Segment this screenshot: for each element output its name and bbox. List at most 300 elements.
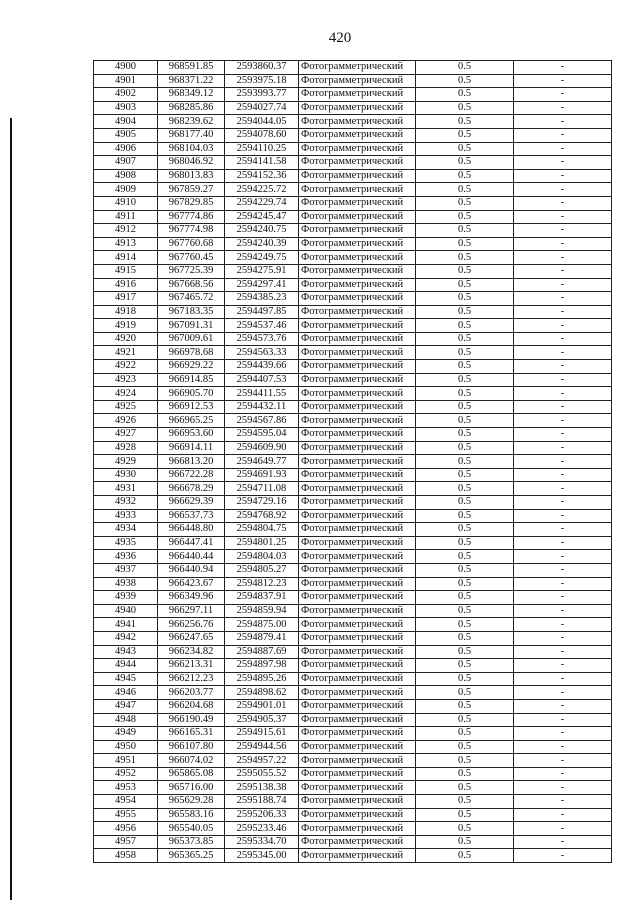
method-cell: Фотограмметрический <box>299 414 416 428</box>
point-number-cell: 4950 <box>94 740 158 754</box>
x-coordinate-cell: 967859.27 <box>158 183 225 197</box>
method-cell: Фотограмметрический <box>299 115 416 129</box>
x-coordinate-cell: 965629.28 <box>158 795 225 809</box>
y-coordinate-cell: 2594497.85 <box>225 305 299 319</box>
accuracy-cell: 0.5 <box>416 686 514 700</box>
accuracy-cell: 0.5 <box>416 455 514 469</box>
note-cell: - <box>514 319 612 333</box>
accuracy-cell: 0.5 <box>416 414 514 428</box>
method-cell: Фотограмметрический <box>299 224 416 238</box>
note-cell: - <box>514 808 612 822</box>
accuracy-cell: 0.5 <box>416 142 514 156</box>
method-cell: Фотограмметрический <box>299 482 416 496</box>
y-coordinate-cell: 2594895.26 <box>225 672 299 686</box>
note-cell: - <box>514 563 612 577</box>
point-number-cell: 4931 <box>94 482 158 496</box>
y-coordinate-cell: 2594897.98 <box>225 659 299 673</box>
method-cell: Фотограмметрический <box>299 264 416 278</box>
point-number-cell: 4947 <box>94 699 158 713</box>
accuracy-cell: 0.5 <box>416 88 514 102</box>
note-cell: - <box>514 740 612 754</box>
x-coordinate-cell: 968046.92 <box>158 156 225 170</box>
note-cell: - <box>514 183 612 197</box>
accuracy-cell: 0.5 <box>416 251 514 265</box>
accuracy-cell: 0.5 <box>416 808 514 822</box>
table-row <box>94 224 612 238</box>
accuracy-cell: 0.5 <box>416 713 514 727</box>
point-number-cell: 4926 <box>94 414 158 428</box>
point-number-cell: 4930 <box>94 468 158 482</box>
accuracy-cell: 0.5 <box>416 631 514 645</box>
x-coordinate-cell: 966965.25 <box>158 414 225 428</box>
point-number-cell: 4941 <box>94 618 158 632</box>
accuracy-cell: 0.5 <box>416 591 514 605</box>
x-coordinate-cell: 965365.25 <box>158 849 225 863</box>
y-coordinate-cell: 2595345.00 <box>225 849 299 863</box>
note-cell: - <box>514 686 612 700</box>
x-coordinate-cell: 966448.80 <box>158 523 225 537</box>
note-cell: - <box>514 468 612 482</box>
point-number-cell: 4943 <box>94 645 158 659</box>
y-coordinate-cell: 2594801.25 <box>225 536 299 550</box>
note-cell: - <box>514 196 612 210</box>
point-number-cell: 4952 <box>94 767 158 781</box>
x-coordinate-cell: 967668.56 <box>158 278 225 292</box>
note-cell: - <box>514 523 612 537</box>
y-coordinate-cell: 2594245.47 <box>225 210 299 224</box>
accuracy-cell: 0.5 <box>416 319 514 333</box>
table-row <box>94 468 612 482</box>
table-row <box>94 373 612 387</box>
y-coordinate-cell: 2594141.58 <box>225 156 299 170</box>
accuracy-cell: 0.5 <box>416 767 514 781</box>
x-coordinate-cell: 966234.82 <box>158 645 225 659</box>
x-coordinate-cell: 965540.05 <box>158 822 225 836</box>
point-number-cell: 4932 <box>94 496 158 510</box>
table-row <box>94 455 612 469</box>
point-number-cell: 4954 <box>94 795 158 809</box>
note-cell: - <box>514 414 612 428</box>
accuracy-cell: 0.5 <box>416 659 514 673</box>
point-number-cell: 4903 <box>94 101 158 115</box>
point-number-cell: 4942 <box>94 631 158 645</box>
table-row <box>94 346 612 360</box>
table-row <box>94 631 612 645</box>
x-coordinate-cell: 966349.96 <box>158 591 225 605</box>
x-coordinate-cell: 966107.80 <box>158 740 225 754</box>
x-coordinate-cell: 966678.29 <box>158 482 225 496</box>
method-cell: Фотограмметрический <box>299 536 416 550</box>
y-coordinate-cell: 2594567.86 <box>225 414 299 428</box>
accuracy-cell: 0.5 <box>416 523 514 537</box>
point-number-cell: 4914 <box>94 251 158 265</box>
method-cell: Фотограмметрический <box>299 849 416 863</box>
y-coordinate-cell: 2594804.75 <box>225 523 299 537</box>
point-number-cell: 4945 <box>94 672 158 686</box>
note-cell: - <box>514 659 612 673</box>
y-coordinate-cell: 2594432.11 <box>225 400 299 414</box>
point-number-cell: 4957 <box>94 835 158 849</box>
note-cell: - <box>514 713 612 727</box>
y-coordinate-cell: 2594859.94 <box>225 604 299 618</box>
x-coordinate-cell: 968591.85 <box>158 61 225 75</box>
x-coordinate-cell: 967183.35 <box>158 305 225 319</box>
method-cell: Фотограмметрический <box>299 196 416 210</box>
method-cell: Фотограмметрический <box>299 699 416 713</box>
note-cell: - <box>514 360 612 374</box>
table-row <box>94 822 612 836</box>
y-coordinate-cell: 2594152.36 <box>225 169 299 183</box>
accuracy-cell: 0.5 <box>416 849 514 863</box>
accuracy-cell: 0.5 <box>416 835 514 849</box>
point-number-cell: 4906 <box>94 142 158 156</box>
point-number-cell: 4935 <box>94 536 158 550</box>
accuracy-cell: 0.5 <box>416 441 514 455</box>
table-row <box>94 115 612 129</box>
accuracy-cell: 0.5 <box>416 563 514 577</box>
method-cell: Фотограмметрический <box>299 128 416 142</box>
point-number-cell: 4929 <box>94 455 158 469</box>
y-coordinate-cell: 2594411.55 <box>225 387 299 401</box>
x-coordinate-cell: 966953.60 <box>158 428 225 442</box>
x-coordinate-cell: 966423.67 <box>158 577 225 591</box>
note-cell: - <box>514 156 612 170</box>
method-cell: Фотограмметрический <box>299 468 416 482</box>
table-row <box>94 849 612 863</box>
table-row <box>94 781 612 795</box>
accuracy-cell: 0.5 <box>416 496 514 510</box>
x-coordinate-cell: 966929.22 <box>158 360 225 374</box>
note-cell: - <box>514 727 612 741</box>
note-cell: - <box>514 482 612 496</box>
x-coordinate-cell: 968371.22 <box>158 74 225 88</box>
x-coordinate-cell: 965373.85 <box>158 835 225 849</box>
point-number-cell: 4920 <box>94 332 158 346</box>
method-cell: Фотограмметрический <box>299 346 416 360</box>
x-coordinate-cell: 967760.45 <box>158 251 225 265</box>
scan-margin-line <box>10 118 12 900</box>
accuracy-cell: 0.5 <box>416 74 514 88</box>
accuracy-cell: 0.5 <box>416 699 514 713</box>
table-row <box>94 754 612 768</box>
point-number-cell: 4923 <box>94 373 158 387</box>
table-row <box>94 61 612 75</box>
table-row <box>94 400 612 414</box>
note-cell: - <box>514 767 612 781</box>
x-coordinate-cell: 966912.53 <box>158 400 225 414</box>
note-cell: - <box>514 754 612 768</box>
accuracy-cell: 0.5 <box>416 156 514 170</box>
table-row <box>94 237 612 251</box>
table-row <box>94 101 612 115</box>
coordinates-table <box>93 60 612 863</box>
note-cell: - <box>514 237 612 251</box>
note-cell: - <box>514 441 612 455</box>
method-cell: Фотограмметрический <box>299 496 416 510</box>
method-cell: Фотограмметрический <box>299 455 416 469</box>
point-number-cell: 4948 <box>94 713 158 727</box>
x-coordinate-cell: 966190.49 <box>158 713 225 727</box>
accuracy-cell: 0.5 <box>416 224 514 238</box>
method-cell: Фотограмметрический <box>299 237 416 251</box>
y-coordinate-cell: 2594711.08 <box>225 482 299 496</box>
note-cell: - <box>514 645 612 659</box>
accuracy-cell: 0.5 <box>416 509 514 523</box>
point-number-cell: 4915 <box>94 264 158 278</box>
table-row <box>94 767 612 781</box>
note-cell: - <box>514 264 612 278</box>
method-cell: Фотограмметрический <box>299 142 416 156</box>
y-coordinate-cell: 2594915.61 <box>225 727 299 741</box>
y-coordinate-cell: 2594905.37 <box>225 713 299 727</box>
table-row <box>94 672 612 686</box>
y-coordinate-cell: 2594609.90 <box>225 441 299 455</box>
table-row <box>94 251 612 265</box>
method-cell: Фотограмметрический <box>299 754 416 768</box>
note-cell: - <box>514 591 612 605</box>
method-cell: Фотограмметрический <box>299 74 416 88</box>
note-cell: - <box>514 795 612 809</box>
table-row <box>94 196 612 210</box>
y-coordinate-cell: 2594240.39 <box>225 237 299 251</box>
table-row <box>94 713 612 727</box>
note-cell: - <box>514 61 612 75</box>
x-coordinate-cell: 966813.20 <box>158 455 225 469</box>
table-row <box>94 319 612 333</box>
method-cell: Фотограмметрический <box>299 645 416 659</box>
x-coordinate-cell: 967829.85 <box>158 196 225 210</box>
method-cell: Фотограмметрический <box>299 251 416 265</box>
note-cell: - <box>514 822 612 836</box>
y-coordinate-cell: 2595334.70 <box>225 835 299 849</box>
y-coordinate-cell: 2593993.77 <box>225 88 299 102</box>
accuracy-cell: 0.5 <box>416 482 514 496</box>
table-row <box>94 835 612 849</box>
accuracy-cell: 0.5 <box>416 550 514 564</box>
y-coordinate-cell: 2594812.23 <box>225 577 299 591</box>
table-row <box>94 278 612 292</box>
method-cell: Фотограмметрический <box>299 373 416 387</box>
method-cell: Фотограмметрический <box>299 727 416 741</box>
point-number-cell: 4908 <box>94 169 158 183</box>
y-coordinate-cell: 2594691.93 <box>225 468 299 482</box>
table-row <box>94 305 612 319</box>
point-number-cell: 4956 <box>94 822 158 836</box>
y-coordinate-cell: 2594044.05 <box>225 115 299 129</box>
note-cell: - <box>514 781 612 795</box>
note-cell: - <box>514 672 612 686</box>
method-cell: Фотограмметрический <box>299 319 416 333</box>
y-coordinate-cell: 2594875.00 <box>225 618 299 632</box>
method-cell: Фотограмметрический <box>299 169 416 183</box>
x-coordinate-cell: 966297.11 <box>158 604 225 618</box>
x-coordinate-cell: 966905.70 <box>158 387 225 401</box>
x-coordinate-cell: 967009.61 <box>158 332 225 346</box>
note-cell: - <box>514 292 612 306</box>
note-cell: - <box>514 496 612 510</box>
y-coordinate-cell: 2593975.18 <box>225 74 299 88</box>
table-row <box>94 156 612 170</box>
table-row <box>94 550 612 564</box>
accuracy-cell: 0.5 <box>416 387 514 401</box>
point-number-cell: 4938 <box>94 577 158 591</box>
table-row <box>94 142 612 156</box>
x-coordinate-cell: 965716.00 <box>158 781 225 795</box>
note-cell: - <box>514 346 612 360</box>
x-coordinate-cell: 966447.41 <box>158 536 225 550</box>
y-coordinate-cell: 2594229.74 <box>225 196 299 210</box>
x-coordinate-cell: 966213.31 <box>158 659 225 673</box>
method-cell: Фотограмметрический <box>299 631 416 645</box>
accuracy-cell: 0.5 <box>416 237 514 251</box>
x-coordinate-cell: 966629.39 <box>158 496 225 510</box>
point-number-cell: 4936 <box>94 550 158 564</box>
x-coordinate-cell: 967760.68 <box>158 237 225 251</box>
accuracy-cell: 0.5 <box>416 727 514 741</box>
x-coordinate-cell: 968285.86 <box>158 101 225 115</box>
table-row <box>94 686 612 700</box>
x-coordinate-cell: 967465.72 <box>158 292 225 306</box>
method-cell: Фотограмметрический <box>299 563 416 577</box>
point-number-cell: 4900 <box>94 61 158 75</box>
method-cell: Фотограмметрический <box>299 183 416 197</box>
note-cell: - <box>514 849 612 863</box>
y-coordinate-cell: 2594110.25 <box>225 142 299 156</box>
method-cell: Фотограмметрический <box>299 210 416 224</box>
note-cell: - <box>514 835 612 849</box>
table-row <box>94 414 612 428</box>
x-coordinate-cell: 968239.62 <box>158 115 225 129</box>
x-coordinate-cell: 966256.76 <box>158 618 225 632</box>
method-cell: Фотограмметрический <box>299 591 416 605</box>
method-cell: Фотограмметрический <box>299 360 416 374</box>
accuracy-cell: 0.5 <box>416 196 514 210</box>
note-cell: - <box>514 305 612 319</box>
method-cell: Фотограмметрический <box>299 795 416 809</box>
y-coordinate-cell: 2594027.74 <box>225 101 299 115</box>
table-row <box>94 699 612 713</box>
point-number-cell: 4933 <box>94 509 158 523</box>
x-coordinate-cell: 967774.98 <box>158 224 225 238</box>
accuracy-cell: 0.5 <box>416 428 514 442</box>
x-coordinate-cell: 966204.68 <box>158 699 225 713</box>
accuracy-cell: 0.5 <box>416 183 514 197</box>
method-cell: Фотограмметрический <box>299 550 416 564</box>
note-cell: - <box>514 210 612 224</box>
method-cell: Фотограмметрический <box>299 740 416 754</box>
note-cell: - <box>514 251 612 265</box>
method-cell: Фотограмметрический <box>299 781 416 795</box>
page-number: 420 <box>328 30 352 46</box>
y-coordinate-cell: 2595188.74 <box>225 795 299 809</box>
point-number-cell: 4921 <box>94 346 158 360</box>
x-coordinate-cell: 966914.11 <box>158 441 225 455</box>
point-number-cell: 4916 <box>94 278 158 292</box>
note-cell: - <box>514 400 612 414</box>
x-coordinate-cell: 966537.73 <box>158 509 225 523</box>
accuracy-cell: 0.5 <box>416 781 514 795</box>
method-cell: Фотограмметрический <box>299 672 416 686</box>
table-row <box>94 332 612 346</box>
y-coordinate-cell: 2594240.75 <box>225 224 299 238</box>
point-number-cell: 4905 <box>94 128 158 142</box>
method-cell: Фотограмметрический <box>299 428 416 442</box>
y-coordinate-cell: 2594879.41 <box>225 631 299 645</box>
accuracy-cell: 0.5 <box>416 536 514 550</box>
method-cell: Фотограмметрический <box>299 387 416 401</box>
y-coordinate-cell: 2594595.04 <box>225 428 299 442</box>
method-cell: Фотограмметрический <box>299 713 416 727</box>
table-row <box>94 128 612 142</box>
method-cell: Фотограмметрический <box>299 604 416 618</box>
accuracy-cell: 0.5 <box>416 604 514 618</box>
point-number-cell: 4940 <box>94 604 158 618</box>
table-row <box>94 591 612 605</box>
x-coordinate-cell: 967091.31 <box>158 319 225 333</box>
y-coordinate-cell: 2594078.60 <box>225 128 299 142</box>
table-row <box>94 360 612 374</box>
accuracy-cell: 0.5 <box>416 373 514 387</box>
point-number-cell: 4907 <box>94 156 158 170</box>
y-coordinate-cell: 2594407.53 <box>225 373 299 387</box>
y-coordinate-cell: 2594297.41 <box>225 278 299 292</box>
y-coordinate-cell: 2594768.92 <box>225 509 299 523</box>
x-coordinate-cell: 967725.39 <box>158 264 225 278</box>
accuracy-cell: 0.5 <box>416 618 514 632</box>
point-number-cell: 4934 <box>94 523 158 537</box>
table-row <box>94 210 612 224</box>
note-cell: - <box>514 509 612 523</box>
table-row <box>94 264 612 278</box>
y-coordinate-cell: 2594805.27 <box>225 563 299 577</box>
note-cell: - <box>514 101 612 115</box>
point-number-cell: 4910 <box>94 196 158 210</box>
x-coordinate-cell: 965583.16 <box>158 808 225 822</box>
table-row <box>94 563 612 577</box>
table-row <box>94 387 612 401</box>
note-cell: - <box>514 88 612 102</box>
y-coordinate-cell: 2595206.33 <box>225 808 299 822</box>
note-cell: - <box>514 604 612 618</box>
table-row <box>94 604 612 618</box>
accuracy-cell: 0.5 <box>416 264 514 278</box>
table-row <box>94 618 612 632</box>
x-coordinate-cell: 966247.65 <box>158 631 225 645</box>
y-coordinate-cell: 2594901.01 <box>225 699 299 713</box>
point-number-cell: 4912 <box>94 224 158 238</box>
accuracy-cell: 0.5 <box>416 754 514 768</box>
y-coordinate-cell: 2594385.23 <box>225 292 299 306</box>
accuracy-cell: 0.5 <box>416 795 514 809</box>
accuracy-cell: 0.5 <box>416 128 514 142</box>
y-coordinate-cell: 2595055.52 <box>225 767 299 781</box>
method-cell: Фотограмметрический <box>299 767 416 781</box>
accuracy-cell: 0.5 <box>416 169 514 183</box>
y-coordinate-cell: 2595138.38 <box>225 781 299 795</box>
method-cell: Фотограмметрический <box>299 441 416 455</box>
table-row <box>94 645 612 659</box>
x-coordinate-cell: 966440.44 <box>158 550 225 564</box>
table-row <box>94 183 612 197</box>
table-row <box>94 496 612 510</box>
point-number-cell: 4918 <box>94 305 158 319</box>
accuracy-cell: 0.5 <box>416 210 514 224</box>
y-coordinate-cell: 2594563.33 <box>225 346 299 360</box>
method-cell: Фотограмметрический <box>299 659 416 673</box>
method-cell: Фотограмметрический <box>299 156 416 170</box>
point-number-cell: 4927 <box>94 428 158 442</box>
accuracy-cell: 0.5 <box>416 292 514 306</box>
